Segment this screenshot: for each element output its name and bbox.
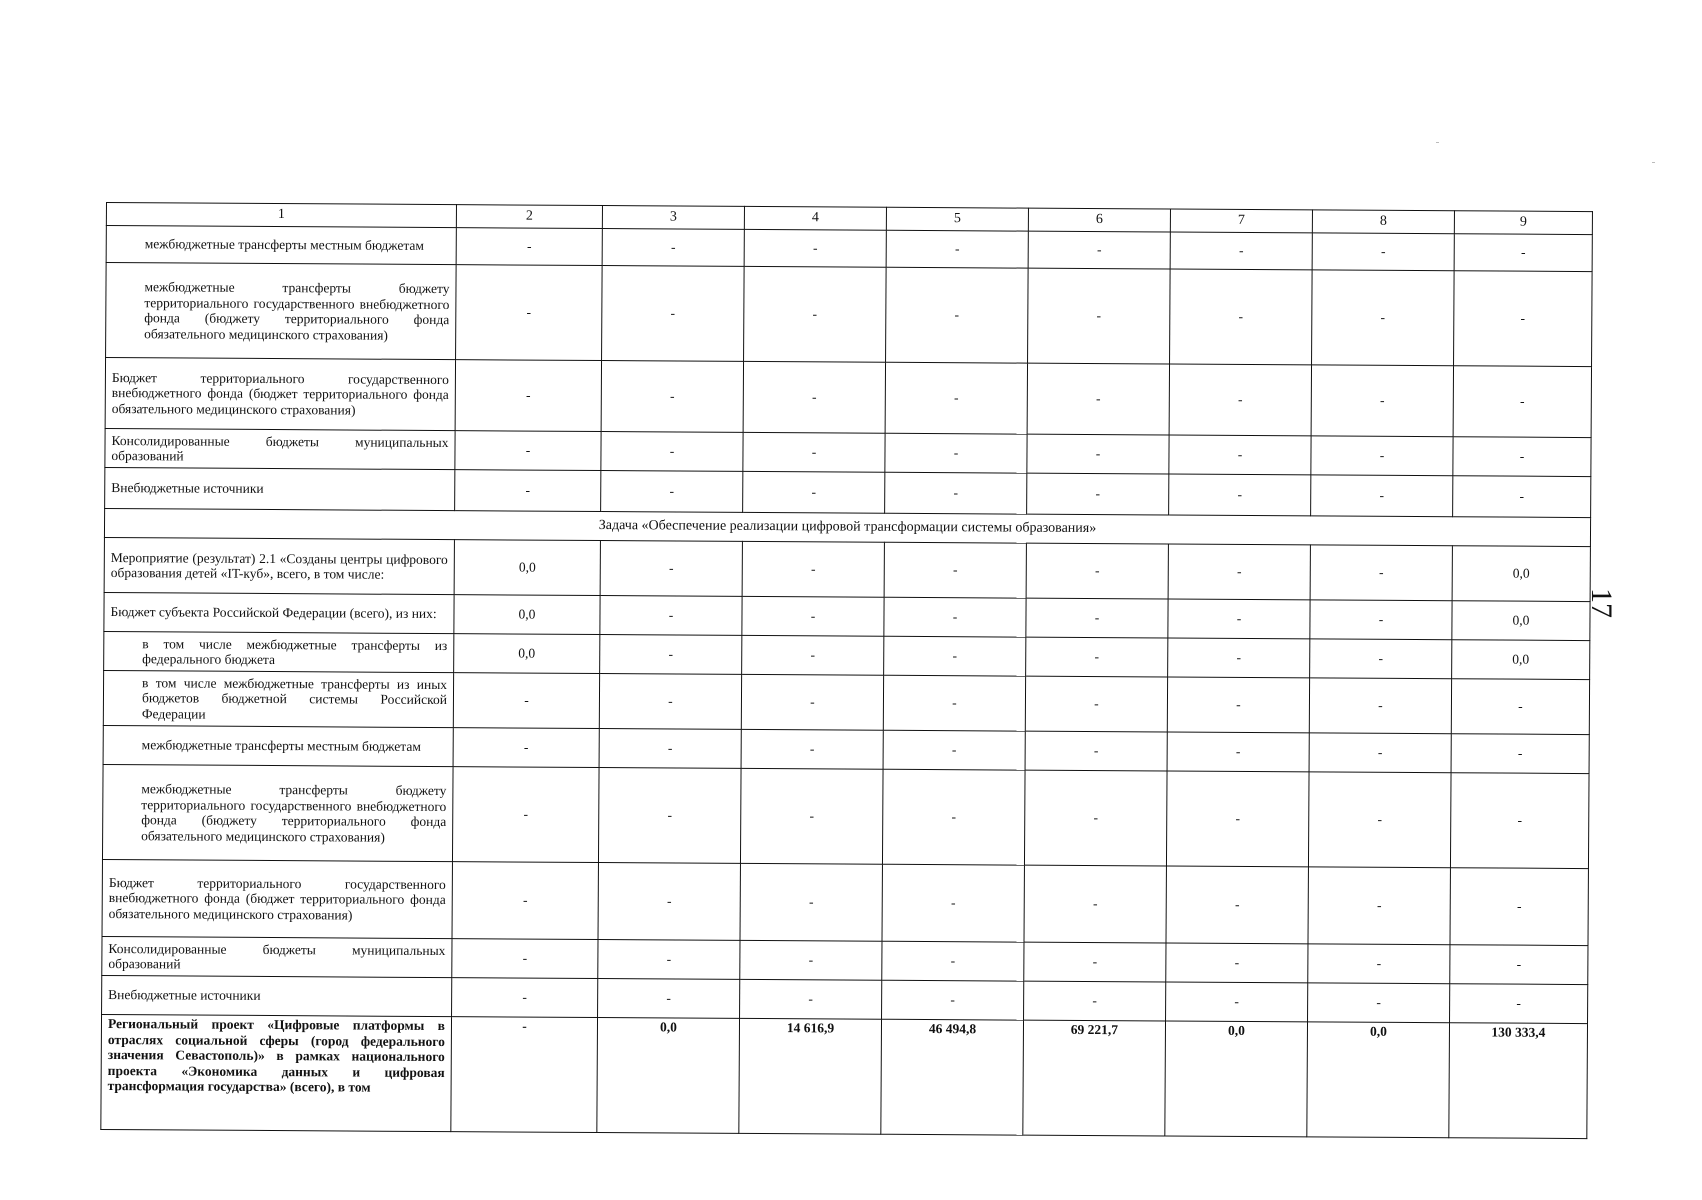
value-cell: - — [599, 674, 741, 730]
value-cell: - — [1026, 637, 1168, 677]
value-cell: - — [742, 541, 884, 597]
value-cell: - — [1310, 600, 1452, 640]
value-cell: - — [1169, 435, 1311, 475]
value-cell: - — [1450, 773, 1589, 869]
value-cell: - — [602, 229, 744, 267]
value-cell: - — [1450, 945, 1588, 985]
value-cell: - — [1167, 677, 1309, 733]
budget-table — [100, 202, 1593, 1139]
value-cell: - — [452, 939, 598, 979]
value-cell: - — [1451, 734, 1589, 774]
value-cell: - — [601, 432, 743, 472]
value-cell: - — [743, 432, 885, 472]
value-cell: 0,0 — [1452, 601, 1590, 641]
value-cell: - — [1312, 270, 1455, 366]
value-cell: - — [1170, 232, 1312, 270]
value-cell: 69 221,7 — [1023, 1020, 1166, 1136]
value-cell: - — [1024, 770, 1167, 866]
value-cell: 0,0 — [1452, 546, 1590, 602]
value-cell: - — [740, 768, 883, 864]
value-cell: - — [741, 674, 883, 730]
row-label: межбюджетные трансферты местным бюджетам — [106, 226, 456, 265]
row-label: Мероприятие (результат) 2.1 «Созданы центры цифрового образования детей «IT-куб», всего, в том числе: — [104, 537, 454, 594]
value-cell: - — [453, 728, 599, 768]
value-cell: - — [598, 940, 740, 980]
value-cell: - — [455, 470, 601, 512]
value-cell: - — [1451, 679, 1589, 735]
value-cell: - — [1166, 771, 1309, 867]
value-cell: - — [1309, 733, 1451, 773]
row-label: Внебюджетные источники — [102, 975, 452, 1016]
value-cell: - — [1025, 731, 1167, 771]
value-cell: - — [453, 673, 599, 729]
value-cell: - — [1168, 599, 1310, 639]
value-cell: 130 333,4 — [1449, 1023, 1588, 1139]
value-cell: - — [600, 596, 742, 636]
row-label: Консолидированные бюджеты муниципальных образований — [102, 936, 452, 977]
value-cell: - — [1454, 234, 1592, 272]
value-cell: - — [885, 472, 1027, 514]
value-cell: - — [456, 265, 603, 361]
value-cell: - — [1024, 981, 1166, 1021]
value-cell: - — [456, 228, 602, 266]
value-cell: 46 494,8 — [881, 1019, 1024, 1135]
value-cell: - — [451, 1017, 598, 1133]
value-cell: - — [1028, 268, 1171, 364]
row-label: Внебюджетные источники — [105, 467, 455, 510]
value-cell: - — [883, 730, 1025, 770]
row-label: Бюджет территориального государственного внебюджетного фонда (бюджет территориального фонда обязательного медицинского страхования) — [105, 358, 455, 431]
row-label: Региональный проект «Цифровые платформы в отраслях социальной сферы (город федерального значения Севастополь)» в рамках национального проекта «Экономика данных и цифровая трансформация государства» (всего), в том — [101, 1014, 452, 1131]
header-cell: 3 — [602, 206, 744, 230]
row-label: в том числе межбюджетные трансферты из федерального бюджета — [104, 631, 454, 672]
value-cell: - — [1027, 434, 1169, 474]
value-cell: - — [1311, 436, 1453, 476]
value-cell: - — [1453, 437, 1591, 477]
table-row — [102, 859, 1588, 945]
value-cell: - — [885, 362, 1027, 434]
value-cell: - — [1311, 365, 1453, 437]
value-cell: - — [742, 635, 884, 675]
value-cell: - — [600, 635, 742, 675]
value-cell: - — [1310, 639, 1452, 679]
value-cell: - — [884, 542, 1026, 598]
value-cell: - — [882, 980, 1024, 1020]
value-cell: - — [1450, 984, 1588, 1024]
value-cell: - — [1169, 474, 1311, 516]
value-cell: - — [885, 433, 1027, 473]
value-cell: - — [744, 266, 887, 362]
value-cell: - — [1166, 982, 1308, 1022]
value-cell: - — [601, 361, 743, 433]
value-cell: - — [1312, 233, 1454, 271]
table-row — [106, 263, 1593, 367]
value-cell: - — [452, 862, 598, 940]
table-row — [102, 764, 1589, 868]
value-cell: - — [743, 471, 885, 513]
scan-speck — [1652, 162, 1655, 163]
value-cell: - — [742, 596, 884, 636]
table-row — [104, 537, 1590, 601]
value-cell: 0,0 — [454, 595, 600, 635]
value-cell: - — [1166, 943, 1308, 983]
value-cell: - — [1309, 678, 1451, 734]
value-cell: 0,0 — [454, 540, 600, 596]
value-cell: - — [598, 768, 741, 864]
row-label: межбюджетные трансферты местным бюджетам — [103, 725, 453, 766]
value-cell: - — [744, 229, 886, 267]
value-cell: - — [1454, 271, 1593, 367]
value-cell: - — [452, 978, 598, 1018]
header-cell: 2 — [456, 205, 602, 229]
value-cell: - — [455, 431, 601, 471]
value-cell: - — [1026, 543, 1168, 599]
value-cell: - — [740, 863, 882, 941]
value-cell: - — [1453, 476, 1591, 518]
value-cell: - — [1311, 475, 1453, 517]
value-cell: - — [1027, 473, 1169, 515]
value-cell: - — [598, 863, 740, 941]
value-cell: - — [1168, 638, 1310, 678]
value-cell: - — [1024, 942, 1166, 982]
value-cell: - — [883, 675, 1025, 731]
value-cell: - — [1166, 866, 1308, 944]
value-cell: - — [740, 940, 882, 980]
value-cell: - — [1024, 865, 1166, 943]
table-row — [105, 358, 1591, 438]
value-cell: - — [882, 864, 1024, 942]
table-row — [101, 1014, 1588, 1138]
row-label: в том числе межбюджетные трансферты из иных бюджетов бюджетной системы Российской Федерации — [103, 670, 453, 727]
value-cell: - — [455, 360, 601, 432]
value-cell: - — [1453, 366, 1591, 438]
value-cell: - — [1308, 944, 1450, 984]
page-number: 17 — [1585, 588, 1618, 618]
scan-speck — [1436, 142, 1439, 143]
value-cell: - — [1308, 867, 1450, 945]
value-cell: - — [1028, 231, 1170, 269]
value-cell: - — [741, 729, 883, 769]
value-cell: - — [882, 941, 1024, 981]
row-label: межбюджетные трансферты бюджету территориального государственного внебюджетного фонда (бюджету территориального фонда обязательного медицинского страхования) — [106, 263, 457, 360]
value-cell: - — [1308, 983, 1450, 1023]
header-cell: 5 — [886, 207, 1028, 231]
value-cell: - — [1170, 269, 1313, 365]
task-title: Задача «Обеспечение реализации цифровой трансформации системы образования» — [104, 508, 1590, 546]
value-cell: 0,0 — [597, 1018, 740, 1134]
value-cell: 0,0 — [1307, 1022, 1450, 1138]
value-cell: - — [452, 767, 599, 863]
value-cell: 14 616,9 — [739, 1018, 882, 1134]
value-cell: - — [882, 769, 1025, 865]
row-label: Бюджет субъекта Российской Федерации (всего), из них: — [104, 592, 454, 633]
table-body — [101, 203, 1593, 1139]
value-cell: - — [598, 979, 740, 1019]
value-cell: - — [1169, 364, 1311, 436]
value-cell: - — [884, 597, 1026, 637]
value-cell: - — [599, 729, 741, 769]
header-cell: 4 — [744, 206, 886, 230]
header-cell: 6 — [1028, 208, 1170, 232]
value-cell: - — [1168, 544, 1310, 600]
value-cell: - — [1450, 868, 1588, 946]
row-label: Консолидированные бюджеты муниципальных образований — [105, 428, 455, 469]
value-cell: - — [1308, 772, 1451, 868]
value-cell: 0,0 — [1165, 1021, 1308, 1137]
value-cell: - — [1025, 676, 1167, 732]
value-cell: - — [602, 266, 745, 362]
value-cell: - — [886, 267, 1029, 363]
value-cell: - — [884, 636, 1026, 676]
row-label: межбюджетные трансферты бюджету территориального государственного внебюджетного фонда (бюджету территориального фонда обязательного медицинского страхования) — [102, 764, 453, 861]
value-cell: - — [886, 230, 1028, 268]
value-cell: - — [601, 471, 743, 513]
header-cell: 1 — [106, 203, 456, 228]
header-cell: 7 — [1170, 209, 1312, 233]
header-cell: 8 — [1312, 210, 1454, 234]
table-row — [103, 670, 1589, 734]
value-cell: - — [1026, 598, 1168, 638]
value-cell: 0,0 — [1452, 640, 1590, 680]
value-cell: - — [1027, 363, 1169, 435]
value-cell: - — [1167, 732, 1309, 772]
row-label: Бюджет территориального государственного внебюджетного фонда (бюджет территориального фонда обязательного медицинского страхования) — [102, 859, 452, 938]
value-cell: - — [600, 541, 742, 597]
header-cell: 9 — [1454, 211, 1592, 235]
value-cell: - — [1310, 545, 1452, 601]
value-cell: - — [740, 979, 882, 1019]
value-cell: 0,0 — [454, 634, 600, 674]
value-cell: - — [743, 361, 885, 433]
